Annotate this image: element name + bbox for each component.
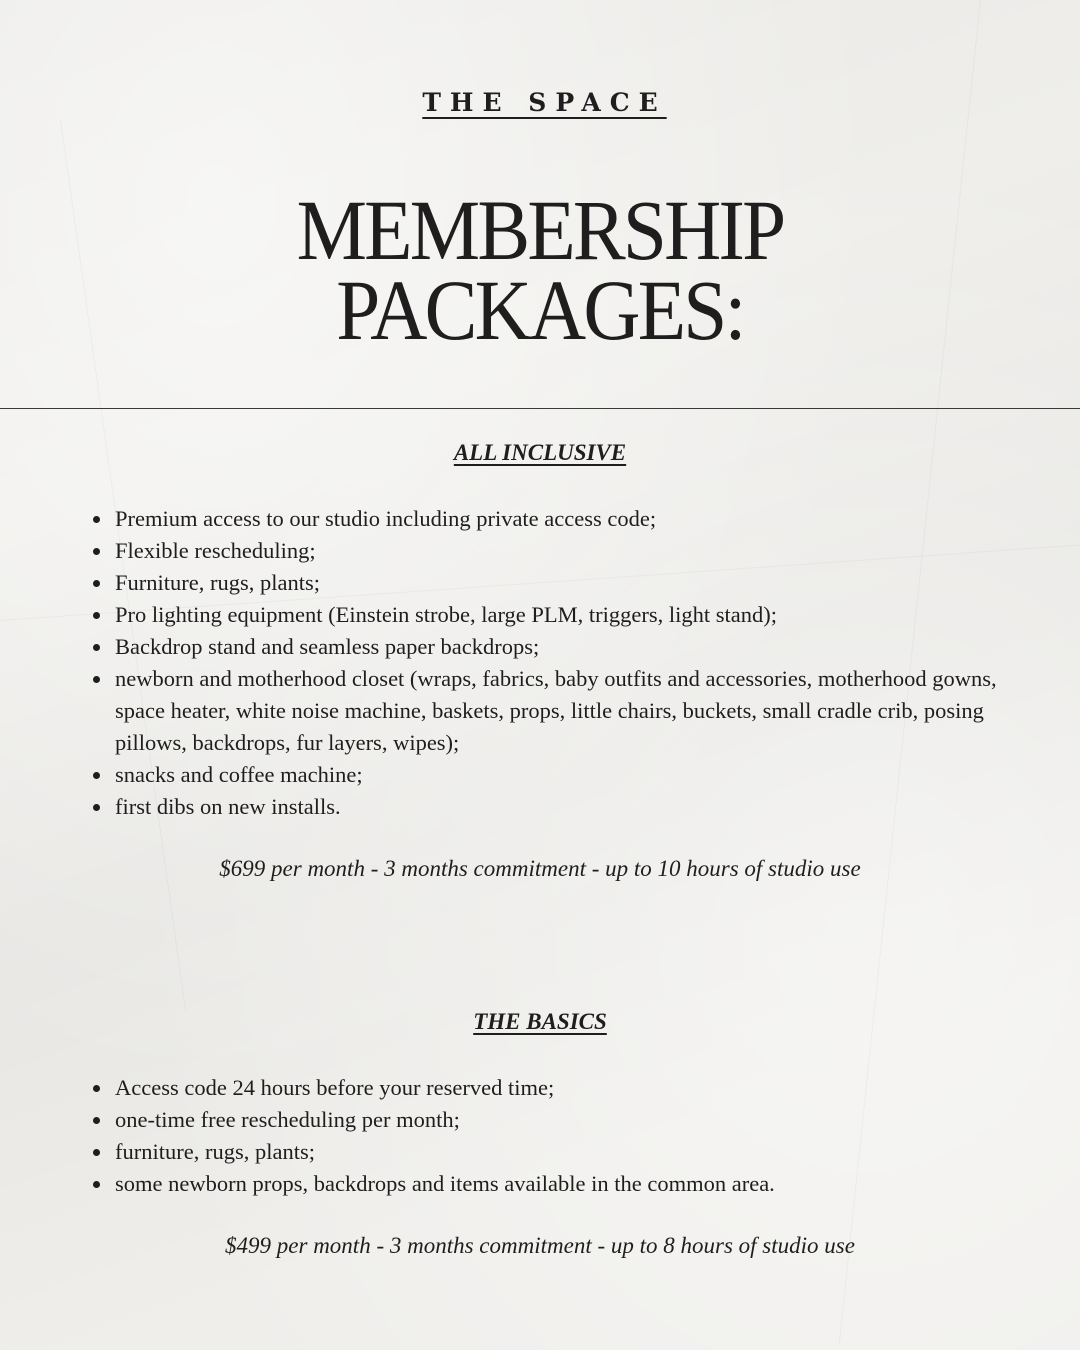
title-line-1: MEMBERSHIP bbox=[296, 182, 784, 278]
package-title-all-inclusive: ALL INCLUSIVE bbox=[453, 440, 627, 465]
list-item: one-time free rescheduling per month; bbox=[115, 1104, 1045, 1136]
package-items-all-inclusive bbox=[88, 503, 1045, 823]
title-line-2: PACKAGES: bbox=[336, 262, 744, 358]
package-title-the-basics: THE BASICS bbox=[473, 1009, 607, 1034]
list-item: Premium access to our studio including private access code; bbox=[115, 503, 1045, 535]
list-item: Pro lighting equipment (Einstein strobe, large PLM, triggers, light stand); bbox=[115, 599, 1045, 631]
list-item: Furniture, rugs, plants; bbox=[115, 567, 1045, 599]
list-item: Backdrop stand and seamless paper backdrops; bbox=[115, 631, 1045, 663]
divider bbox=[0, 408, 1080, 409]
package-price-the-basics: $499 per month - 3 months commitment - up to 8 hours of studio use bbox=[225, 1233, 855, 1258]
list-item: snacks and coffee machine; bbox=[115, 759, 1045, 791]
list-item: Flexible rescheduling; bbox=[115, 535, 1045, 567]
brand-name: THE SPACE bbox=[422, 88, 667, 117]
package-items-the-basics bbox=[88, 1072, 1045, 1200]
page-title bbox=[43, 182, 1037, 358]
list-item: newborn and motherhood closet (wraps, fabrics, baby outfits and accessories, motherhood gowns, space heater, white noise machine, baskets, props, little chairs, buckets, small cradle crib, posing pillows, backdrops, fur layers, wipes); bbox=[115, 663, 1045, 759]
list-item: furniture, rugs, plants; bbox=[115, 1136, 1045, 1168]
list-item: some newborn props, backdrops and items available in the common area. bbox=[115, 1168, 1045, 1200]
list-item: Access code 24 hours before your reserved time; bbox=[115, 1072, 1045, 1104]
list-item: first dibs on new installs. bbox=[115, 791, 1045, 823]
package-price-all-inclusive: $699 per month - 3 months commitment - up to 10 hours of studio use bbox=[219, 856, 861, 881]
